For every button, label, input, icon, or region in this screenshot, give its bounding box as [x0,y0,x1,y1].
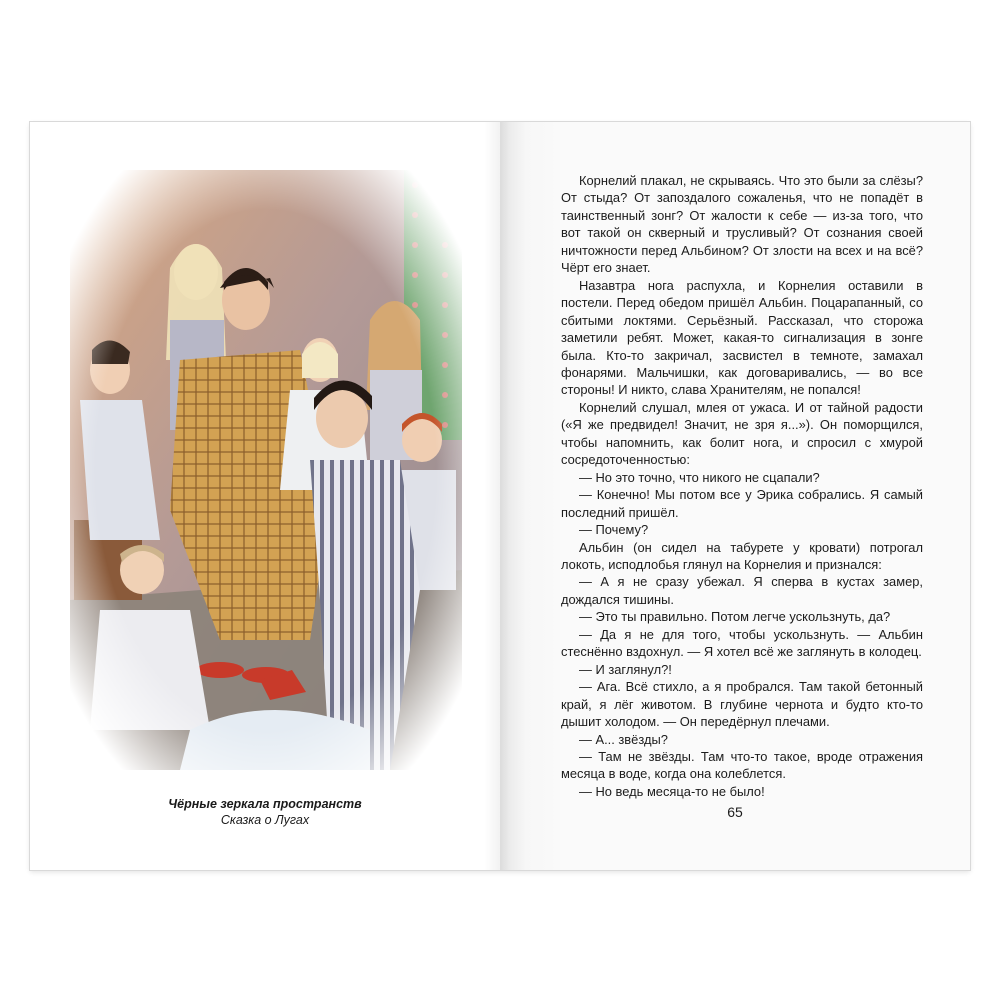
right-page [500,122,970,870]
paragraph: — И заглянул?! [579,661,672,677]
caption-book-title: Чёрные зеркала пространств [168,797,362,811]
illustration-art [70,170,462,770]
paragraph: — Почему? [579,522,649,538]
caption-story-title: Сказка о Лугах [220,813,310,827]
paragraph: — Там не звёзды. Там что-то такое, вроде отражения месяца в воде, когда она колеблется. [561,748,923,782]
paragraph: Назавтра нога распухла, и Корнелия оставили в постели. Перед обедом пришёл Альбин. Поцарапанный, со сбитыми локтями. Серьёзный. Рассказал, что сторожа заметили ребят. Может, какая-то сигнализация в зонге была. Кто-то закричал, засвистел в темноте, замахал фонарями. Мальчишки, как договаривались, — во все стороны! И никто, слава Хранителям, не попался! [561,277,923,398]
paragraph: Корнелий плакал, не скрываясь. Что это были за слёзы? От стыда? От запоздалого сожаленья, что не попадёт в таинственный зонг? От жалости к себе — из-за того, что вот такой он скверный и трусливый? От сознания своей ничтожности перед Альбином? От злости на всех и на всё? Чёрт его знает. [561,173,923,276]
page-number: 65 [727,804,743,820]
illustration [70,170,462,770]
paragraph: — Но это точно, что никого не сцапали? [579,469,820,485]
story-text [561,172,923,802]
paragraph: — Да я не для того, чтобы ускользнуть. — Альбин стеснённо вздохнул. — Я хотел всё же заглянуть в колодец. [561,626,923,660]
paragraph: — Это ты правильно. Потом легче ускользнуть, да? [579,609,891,625]
paragraph: Альбин (он сидел на табурете у кровати) потрогал локоть, исподлобья глянул на Корнелия и признался: [561,539,923,572]
open-book [30,122,970,870]
illustration-vignette [70,170,462,770]
paragraph: — Конечно! Мы потом все у Эрика собрались. Я самый последний пришёл. [561,487,923,520]
book-spine [484,122,500,870]
paragraph: — Ага. Всё стихло, а я пробрался. Там такой бетонный край, я лёг животом. В глубине чернота и будто кто-то дышит холодом. — Он передёрнул плечами. [561,679,923,730]
paragraph: — А я не сразу убежал. Я сперва в кустах замер, дождался тишины. [561,574,923,607]
illustration-caption [30,796,500,828]
paragraph: — Но ведь месяца-то не было! [579,783,765,799]
left-page [30,122,500,870]
paragraph: Корнелий слушал, млея от ужаса. И от тайной радости («Я же предвидел! Значит, не зря я...»). Он поморщился, чтобы напомнить, как болит нога, и спросил с хмурой сосредоточенностью: [561,399,923,468]
paragraph: — А... звёзды? [579,731,668,747]
